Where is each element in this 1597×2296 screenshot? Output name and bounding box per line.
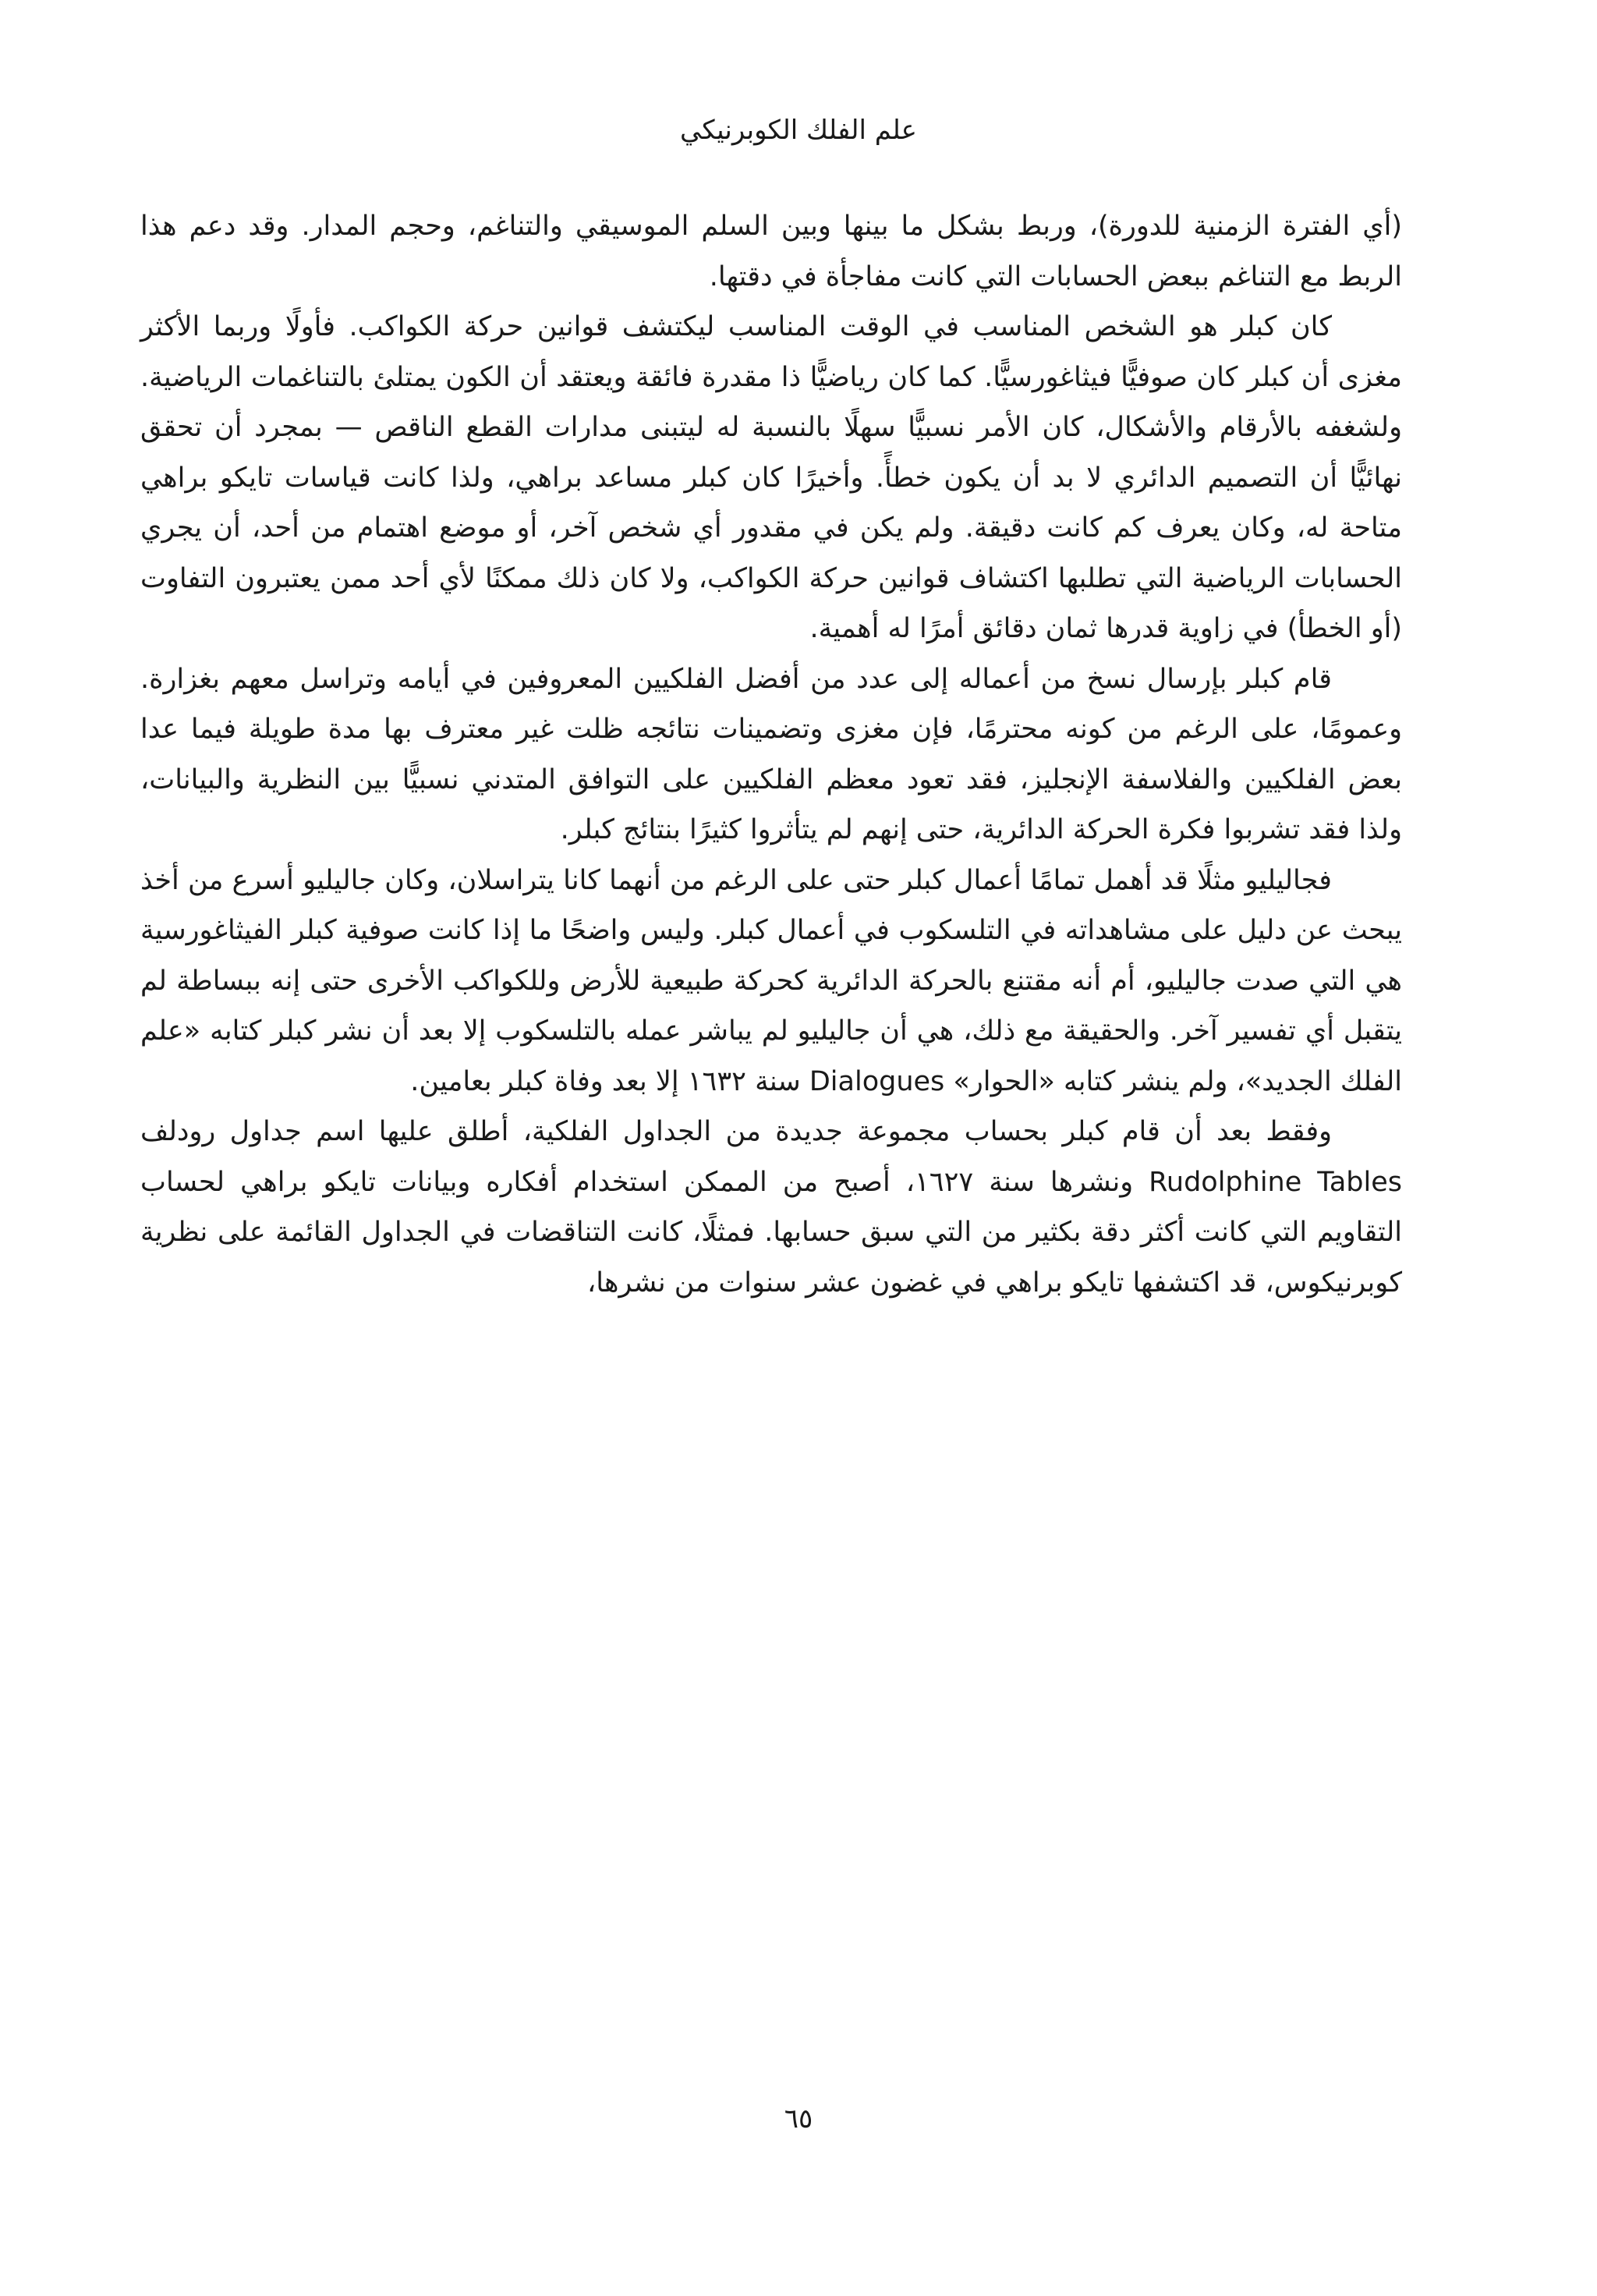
- paragraph-1: (أي الفترة الزمنية للدورة)، وربط بشكل ما بينها وبين السلم الموسيقي والتناغم، وحجم المدار. وقد دعم هذا الربط مع التناغم ببعض الحسابات التي كانت مفاجأة في دقتها.: [140, 211, 1402, 292]
- paragraph-5: وفقط بعد أن قام كبلر بحساب مجموعة جديدة من الجداول الفلكية، أطلق عليها اسم جداول رودلف Rudolphine Tables ونشرها سنة ١٦٢٧، أصبح من الممكن استخدام أفكاره وبيانات تايكو براهي لحساب التقاويم التي كانت أكثر دقة بكثير من التي سبق حسابها. فمثلًا، كانت التناقضات في الجداول القائمة على نظرية كوبرنيكوس، قد اكتشفها تايكو براهي في غضون عشر سنوات من نشرها،: [140, 1116, 1402, 1299]
- paragraph-2: كان كبلر هو الشخص المناسب في الوقت المناسب ليكتشف قوانين حركة الكواكب. فأولًا وربما الأكثر مغزى أن كبلر كان صوفيًّا فيثاغورسيًّا. كما كان رياضيًّا ذا مقدرة فائقة ويعتقد أن الكون يمتلئ بالتناغمات الرياضية. ولشغفه بالأرقام والأشكال، كان الأمر نسبيًّا سهلًا بالنسبة له ليتبنى مدارات القطع الناقص — بمجرد أن تحقق نهائيًّا أن التصميم الدائري لا بد أن يكون خطأً. وأخيرًا كان كبلر مساعد براهي، ولذا كانت قياسات تايكو براهي متاحة له، وكان يعرف كم كانت دقيقة. ولم يكن في مقدور أي شخص آخر، أو موضع اهتمام من أحد، أن يجري الحسابات الرياضية التي تطلبها اكتشاف قوانين حركة الكواكب، ولا كان ذلك ممكنًا لأي أحد ممن يعتبرون التفاوت (أو الخطأ) في زاوية قدرها ثمان دقائق أمرًا له أهمية.: [140, 311, 1402, 644]
- body-text: [140, 201, 1402, 1308]
- page-number: ٦٥: [784, 2103, 813, 2135]
- paragraph-3: قام كبلر بإرسال نسخ من أعماله إلى عدد من أفضل الفلكيين المعروفين في أيامه وتراسل معهم بغزارة. وعمومًا، على الرغم من كونه محترمًا، فإن مغزى وتضمينات نتائجه ظلت غير معترف بها مدة طويلة فيما عدا بعض الفلكيين والفلاسفة الإنجليز، فقد تعود معظم الفلكيين على التوافق المتدني نسبيًّا بين النظرية والبيانات، ولذا فقد تشربوا فكرة الحركة الدائرية، حتى إنهم لم يتأثروا كثيرًا بنتائج كبلر.: [140, 663, 1402, 845]
- paragraph-4: فجاليليو مثلًا قد أهمل تمامًا أعمال كبلر حتى على الرغم من أنهما كانا يتراسلان، وكان جاليليو أسرع من أخذ يبحث عن دليل على مشاهداته في التلسكوب في أعمال كبلر. وليس واضحًا ما إذا كانت صوفية كبلر الفيثاغورسية هي التي صدت جاليليو، أم أنه مقتنع بالحركة الدائرية كحركة طبيعية للأرض وللكواكب الأخرى حتى إنه ببساطة لم يتقبل أي تفسير آخر. والحقيقة مع ذلك، هي أن جاليليو لم يباشر عمله بالتلسكوب إلا بعد أن نشر كبلر كتابه «علم الفلك الجديد»، ولم ينشر كتابه «الحوار» Dialogues سنة ١٦٣٢ إلا بعد وفاة كبلر بعامين.: [140, 864, 1402, 1097]
- running-header: علم الفلك الكوبرنيكي: [680, 115, 917, 146]
